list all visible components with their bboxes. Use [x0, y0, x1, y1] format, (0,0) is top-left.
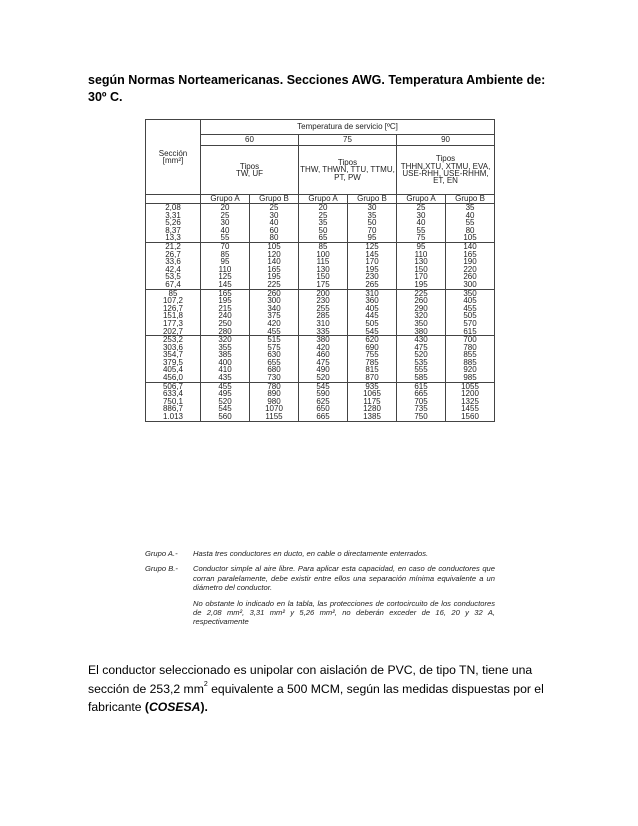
note-group-b	[145, 564, 495, 592]
types-label: Tipos	[435, 154, 456, 164]
ampacity-value: 785	[365, 357, 379, 367]
ampacity-cell	[250, 289, 299, 336]
ampacity-value: 265	[365, 279, 379, 289]
section-cell	[146, 336, 201, 383]
ampacity-value: 320	[218, 335, 232, 345]
ampacity-value: 665	[316, 412, 330, 422]
ampacity-value: 140	[267, 257, 281, 267]
section-cell	[146, 382, 201, 421]
ampacity-value: 615	[414, 381, 428, 391]
ampacity-value: 985	[463, 373, 477, 383]
ampacity-table	[145, 119, 495, 422]
table-row-block	[146, 242, 495, 289]
ampacity-value: 475	[414, 342, 428, 352]
ampacity-value: 150	[316, 272, 330, 282]
ampacity-value: 340	[267, 303, 281, 313]
temp-60: 60	[201, 135, 299, 146]
section-value: 85	[168, 288, 178, 298]
ampacity-value: 890	[267, 389, 281, 399]
section-value: 506,7	[162, 381, 184, 391]
section-value: 53,5	[165, 272, 181, 282]
ampacity-value: 95	[220, 257, 230, 267]
ampacity-value: 85	[318, 241, 328, 251]
ampacity-cell	[299, 204, 348, 243]
ampacity-value: 35	[465, 203, 475, 212]
ampacity-value: 520	[218, 396, 232, 406]
ampacity-value: 220	[463, 264, 477, 274]
ampacity-value: 615	[463, 326, 477, 336]
ampacity-value: 430	[414, 335, 428, 345]
ampacity-cell	[250, 336, 299, 383]
ampacity-cell	[397, 382, 446, 421]
ampacity-value: 410	[218, 365, 232, 375]
ampacity-cell	[348, 336, 397, 383]
ampacity-value: 80	[465, 225, 475, 235]
ampacity-value: 535	[414, 357, 428, 367]
ampacity-cell	[348, 289, 397, 336]
ampacity-value: 35	[367, 210, 377, 220]
ampacity-value: 1200	[461, 389, 479, 399]
ampacity-value: 130	[316, 264, 330, 274]
group-header: Grupo A	[397, 195, 446, 204]
ampacity-value: 115	[316, 257, 330, 267]
ampacity-value: 1175	[363, 396, 381, 406]
ampacity-cell	[397, 242, 446, 289]
ampacity-value: 690	[365, 342, 379, 352]
ampacity-value: 250	[218, 318, 232, 328]
table-notes	[145, 549, 495, 627]
ampacity-value: 555	[414, 365, 428, 375]
ampacity-table-figure	[145, 119, 494, 422]
types-value: USE-RHH, USE-RHHM,	[402, 169, 489, 178]
ampacity-value: 750	[414, 412, 428, 422]
note-group-b-text: Conductor simple al aire libre. Para aplicar esta capacidad, en caso de conductores que corran paralelamente, debe existir entre ellos una separación mínima equivalente a un diámetro del conductor.	[193, 564, 495, 593]
types-value: THW, THWN, TTU, TTMU,	[300, 165, 395, 175]
ampacity-value: 1070	[265, 404, 283, 414]
ampacity-value: 400	[218, 357, 232, 367]
ampacity-value: 435	[218, 373, 232, 383]
types-60	[201, 146, 299, 195]
ampacity-value: 755	[365, 350, 379, 360]
ampacity-cell	[397, 204, 446, 243]
types-value: THHN,XTU, XTMU, EVA,	[400, 161, 491, 171]
types-label: Tipos	[337, 157, 358, 167]
ampacity-value: 290	[414, 303, 428, 313]
ampacity-value: 40	[416, 218, 426, 228]
section-value: 379,5	[162, 357, 184, 367]
ampacity-value: 935	[365, 381, 379, 391]
ampacity-value: 420	[316, 342, 330, 352]
ampacity-value: 195	[414, 279, 428, 289]
ampacity-value: 505	[365, 318, 379, 328]
ampacity-cell	[446, 336, 495, 383]
ampacity-value: 105	[267, 241, 281, 251]
ampacity-value: 55	[220, 233, 230, 243]
ampacity-cell	[201, 336, 250, 383]
section-value: 151,8	[162, 311, 184, 321]
ampacity-value: 255	[316, 303, 330, 313]
section-value: 2,08	[165, 203, 181, 212]
ampacity-value: 145	[365, 249, 379, 259]
ampacity-value: 455	[218, 381, 232, 391]
section-header-unit: [mm²]	[162, 156, 184, 165]
group-header: Grupo B	[250, 195, 299, 204]
ampacity-value: 70	[220, 241, 230, 251]
ampacity-value: 200	[316, 288, 330, 298]
ampacity-value: 215	[218, 303, 232, 313]
ampacity-value: 495	[218, 389, 232, 399]
ampacity-value: 40	[220, 225, 230, 235]
section-value: 177,3	[162, 318, 184, 328]
ampacity-value: 380	[414, 326, 428, 336]
ampacity-value: 55	[465, 218, 475, 228]
ampacity-value: 520	[414, 350, 428, 360]
ampacity-value: 240	[218, 311, 232, 321]
ampacity-cell	[201, 289, 250, 336]
section-value: 67,4	[165, 279, 181, 289]
ampacity-value: 1560	[461, 412, 479, 422]
section-value: 1.013	[162, 412, 184, 422]
note-group-a-text: Hasta tres conductores en ducto, en cable o directamente enterrados.	[193, 549, 429, 558]
ampacity-value: 300	[267, 296, 281, 306]
ampacity-value: 20	[220, 203, 230, 212]
ampacity-value: 260	[463, 272, 477, 282]
ampacity-value: 1280	[363, 404, 381, 414]
ampacity-value: 50	[318, 225, 328, 235]
ampacity-value: 120	[267, 249, 281, 259]
ampacity-value: 175	[316, 279, 330, 289]
ampacity-value: 545	[316, 381, 330, 391]
ampacity-value: 95	[367, 233, 377, 243]
section-value: 405,4	[162, 365, 184, 375]
ampacity-value: 625	[316, 396, 330, 406]
ampacity-value: 80	[269, 233, 279, 243]
ampacity-value: 20	[318, 203, 328, 212]
ampacity-value: 1055	[461, 381, 479, 391]
ampacity-cell	[446, 242, 495, 289]
ampacity-value: 355	[218, 342, 232, 352]
ampacity-value: 60	[269, 225, 279, 235]
ampacity-cell	[250, 204, 299, 243]
ampacity-value: 110	[414, 249, 428, 259]
ampacity-value: 1385	[363, 412, 381, 422]
section-value: 21,2	[165, 241, 181, 251]
note-group-b-label: Grupo B.-	[145, 564, 178, 574]
ampacity-value: 980	[267, 396, 281, 406]
ampacity-value: 195	[218, 296, 232, 306]
paragraph-text-2: equivalente a 500 MCM, según las medidas dispuestas por el fabricante	[88, 681, 544, 714]
section-value: 33,6	[165, 257, 181, 267]
table-row-block	[146, 382, 495, 421]
ampacity-value: 165	[463, 249, 477, 259]
paragraph-text-1: El conductor seleccionado es unipolar con aislación de PVC, de tipo TN, tiene una sección de 253,2 mm	[88, 663, 533, 696]
ampacity-value: 25	[318, 210, 328, 220]
section-value: 354,7	[162, 350, 184, 360]
section-value: 5,26	[165, 218, 181, 228]
temp-75: 75	[299, 135, 397, 146]
ampacity-value: 50	[367, 218, 377, 228]
section-value: 8,37	[165, 225, 181, 235]
ampacity-value: 570	[463, 318, 477, 328]
ampacity-cell	[446, 204, 495, 243]
ampacity-value: 1325	[461, 396, 479, 406]
ampacity-value: 515	[267, 335, 281, 345]
ampacity-value: 490	[316, 365, 330, 375]
ampacity-cell	[397, 289, 446, 336]
ampacity-value: 385	[218, 350, 232, 360]
note-short-circuit: No obstante lo indicado en la tabla, las protecciones de cortocircuito de los conductores de 2,08 mm², 3,31 mm² y 5,26 mm², no deberán exceder de 16, 20 y 32 A, respectivamente	[193, 598, 495, 627]
section-value: 26,7	[165, 249, 181, 259]
ampacity-value: 730	[267, 373, 281, 383]
ampacity-value: 150	[414, 264, 428, 274]
group-header: Grupo A	[201, 195, 250, 204]
section-header-label: Sección	[158, 148, 188, 158]
ampacity-value: 105	[463, 233, 477, 243]
types-value: TW, UF	[235, 169, 264, 178]
ampacity-value: 1455	[461, 404, 479, 414]
ampacity-value: 630	[267, 350, 281, 360]
ampacity-value: 35	[318, 218, 328, 228]
ampacity-value: 55	[416, 225, 426, 235]
ampacity-value: 700	[463, 335, 477, 345]
section-value: 3,31	[165, 210, 181, 220]
ampacity-cell	[201, 204, 250, 243]
section-value: 750,1	[162, 396, 184, 406]
ampacity-cell	[348, 242, 397, 289]
ampacity-value: 30	[220, 218, 230, 228]
group-header: Grupo A	[299, 195, 348, 204]
ampacity-value: 815	[365, 365, 379, 375]
note-group-a	[145, 549, 495, 558]
types-value: ET, EN	[433, 176, 458, 186]
ampacity-value: 195	[365, 264, 379, 274]
ampacity-value: 350	[463, 288, 477, 298]
ampacity-value: 260	[267, 288, 281, 298]
ampacity-cell	[250, 242, 299, 289]
temperature-title: Temperatura de servicio [ºC]	[201, 120, 495, 135]
brand-name: COSESA	[148, 700, 201, 714]
ampacity-value: 780	[463, 342, 477, 352]
ampacity-value: 455	[463, 303, 477, 313]
ampacity-value: 280	[218, 326, 232, 336]
temp-90: 90	[397, 135, 495, 146]
types-label: Tipos	[239, 161, 260, 171]
table-row-block	[146, 289, 495, 336]
ampacity-value: 170	[365, 257, 379, 267]
ampacity-cell	[299, 336, 348, 383]
ampacity-value: 680	[267, 365, 281, 375]
ampacity-value: 95	[416, 241, 426, 251]
ampacity-value: 1065	[363, 389, 381, 399]
table-row-block	[146, 204, 495, 243]
ampacity-value: 165	[267, 264, 281, 274]
ampacity-value: 590	[316, 389, 330, 399]
ampacity-value: 285	[316, 311, 330, 321]
ampacity-value: 855	[463, 350, 477, 360]
ampacity-value: 445	[365, 311, 379, 321]
ampacity-value: 300	[463, 279, 477, 289]
ampacity-value: 140	[463, 241, 477, 251]
ampacity-value: 170	[414, 272, 428, 282]
ampacity-value: 1155	[265, 412, 283, 422]
ampacity-value: 30	[367, 203, 377, 212]
ampacity-value: 475	[316, 357, 330, 367]
section-value: 42,4	[165, 264, 181, 274]
ampacity-value: 260	[414, 296, 428, 306]
section-cell	[146, 242, 201, 289]
ampacity-value: 885	[463, 357, 477, 367]
ampacity-value: 230	[316, 296, 330, 306]
group-header: Grupo B	[348, 195, 397, 204]
ampacity-value: 375	[267, 311, 281, 321]
ampacity-value: 165	[218, 288, 232, 298]
ampacity-cell	[201, 382, 250, 421]
ampacity-value: 85	[220, 249, 230, 259]
section-cell	[146, 204, 201, 243]
ampacity-value: 125	[218, 272, 232, 282]
brand-close-paren: ).	[200, 700, 208, 714]
ampacity-value: 460	[316, 350, 330, 360]
ampacity-value: 655	[267, 357, 281, 367]
ampacity-value: 360	[365, 296, 379, 306]
ampacity-value: 110	[218, 264, 232, 274]
ampacity-value: 350	[414, 318, 428, 328]
ampacity-value: 195	[267, 272, 281, 282]
ampacity-cell	[397, 336, 446, 383]
ampacity-cell	[201, 242, 250, 289]
section-value: 886,7	[162, 404, 184, 414]
section-value: 107,2	[162, 296, 184, 306]
ampacity-value: 455	[267, 326, 281, 336]
section-cell	[146, 289, 201, 336]
section-value: 13,3	[165, 233, 181, 243]
ampacity-value: 225	[267, 279, 281, 289]
ampacity-value: 130	[414, 257, 428, 267]
ampacity-value: 335	[316, 326, 330, 336]
ampacity-value: 70	[367, 225, 377, 235]
section-value: 633,4	[162, 389, 184, 399]
ampacity-cell	[299, 242, 348, 289]
ampacity-cell	[446, 289, 495, 336]
ampacity-value: 650	[316, 404, 330, 414]
ampacity-value: 230	[365, 272, 379, 282]
ampacity-value: 40	[465, 210, 475, 220]
section-value: 126,7	[162, 303, 184, 313]
ampacity-value: 585	[414, 373, 428, 383]
ampacity-value: 145	[218, 279, 232, 289]
types-value: PT, PW	[334, 172, 361, 182]
ampacity-cell	[446, 382, 495, 421]
group-header: Grupo B	[446, 195, 495, 204]
ampacity-value: 25	[269, 203, 279, 212]
body-paragraph	[88, 661, 554, 717]
ampacity-value: 65	[318, 233, 328, 243]
section-value: 253,2	[162, 335, 184, 345]
ampacity-value: 30	[269, 210, 279, 220]
ampacity-cell	[348, 204, 397, 243]
ampacity-value: 30	[416, 210, 426, 220]
ampacity-value: 575	[267, 342, 281, 352]
ampacity-value: 405	[365, 303, 379, 313]
types-75	[299, 146, 397, 195]
ampacity-value: 25	[220, 210, 230, 220]
section-value: 456,0	[162, 373, 184, 383]
table-row-block	[146, 336, 495, 383]
ampacity-value: 225	[414, 288, 428, 298]
ampacity-value: 920	[463, 365, 477, 375]
ampacity-value: 100	[316, 249, 330, 259]
brand-open-paren: (	[144, 700, 149, 714]
superscript-2: 2	[203, 680, 208, 688]
ampacity-cell	[299, 382, 348, 421]
ampacity-value: 405	[463, 296, 477, 306]
ampacity-value: 75	[416, 233, 426, 243]
ampacity-value: 310	[365, 288, 379, 298]
ampacity-value: 560	[218, 412, 232, 422]
ampacity-value: 380	[316, 335, 330, 345]
ampacity-value: 705	[414, 396, 428, 406]
ampacity-value: 735	[414, 404, 428, 414]
ampacity-value: 505	[463, 311, 477, 321]
section-value: 202,7	[162, 326, 184, 336]
ampacity-value: 25	[416, 203, 426, 212]
ampacity-value: 665	[414, 389, 428, 399]
ampacity-cell	[348, 382, 397, 421]
ampacity-value: 320	[414, 311, 428, 321]
note-group-a-label: Grupo A.-	[145, 549, 178, 558]
ampacity-value: 870	[365, 373, 379, 383]
ampacity-value: 310	[316, 318, 330, 328]
ampacity-value: 545	[365, 326, 379, 336]
ampacity-value: 780	[267, 381, 281, 391]
ampacity-value: 40	[269, 218, 279, 228]
ampacity-cell	[299, 289, 348, 336]
section-value: 303,6	[162, 342, 184, 352]
ampacity-value: 190	[463, 257, 477, 267]
page-heading: según Normas Norteamericanas. Secciones AWG. Temperatura Ambiente de: 30º C.	[88, 73, 546, 104]
ampacity-value: 520	[316, 373, 330, 383]
ampacity-value: 620	[365, 335, 379, 345]
ampacity-value: 420	[267, 318, 281, 328]
ampacity-cell	[250, 382, 299, 421]
ampacity-value: 125	[365, 241, 379, 251]
manufacturer-brand	[145, 700, 208, 714]
section-header	[146, 120, 201, 195]
ampacity-value: 545	[218, 404, 232, 414]
types-90	[397, 146, 495, 195]
